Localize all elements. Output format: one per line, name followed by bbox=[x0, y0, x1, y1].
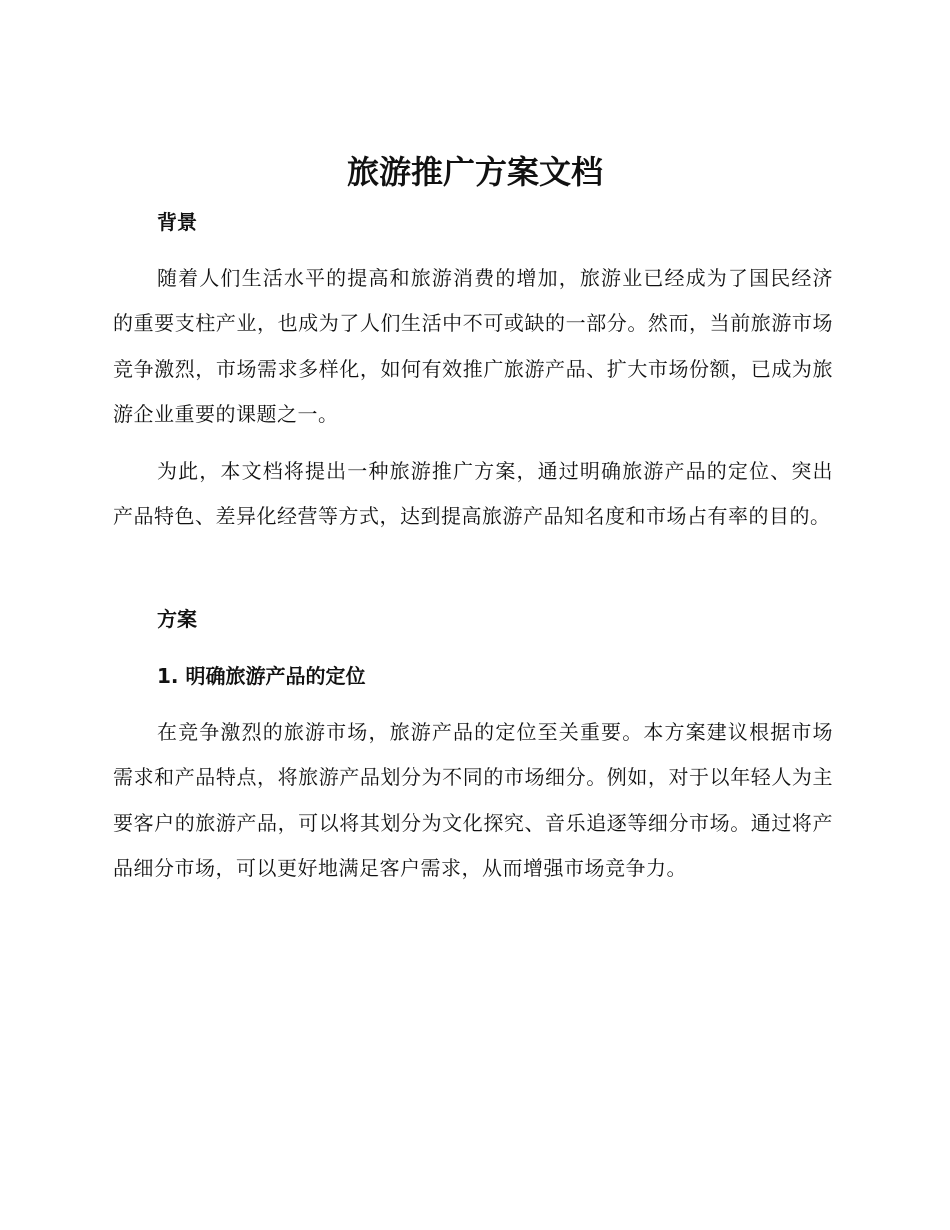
subsection-heading-positioning: 1. 明确旅游产品的定位 bbox=[157, 664, 366, 688]
section-heading-background: 背景 bbox=[157, 210, 197, 234]
background-paragraph-2: 为此，本文档将提出一种旅游推广方案，通过明确旅游产品的定位、突出产品特色、差异化经营等方式，达到提高旅游产品知名度和市场占有率的目的。 bbox=[113, 459, 833, 529]
positioning-paragraph-1: 在竞争激烈的旅游市场，旅游产品的定位至关重要。本方案建议根据市场需求和产品特点，将旅游产品划分为不同的市场细分。例如，对于以年轻人为主要客户的旅游产品，可以将其划分为文化探究、音乐追逐等细分市场。通过将产品细分市场，可以更好地满足客户需求，从而增强市场竞争力。 bbox=[113, 720, 833, 880]
section-heading-plan: 方案 bbox=[157, 607, 197, 631]
document-title: 旅游推广方案文档 bbox=[346, 153, 603, 191]
background-paragraph-1: 随着人们生活水平的提高和旅游消费的增加，旅游业已经成为了国民经济的重要支柱产业，也成为了人们生活中不可或缺的一部分。然而，当前旅游市场竞争激烈，市场需求多样化，如何有效推广旅游产品、扩大市场份额，已成为旅游企业重要的课题之一。 bbox=[113, 266, 833, 426]
